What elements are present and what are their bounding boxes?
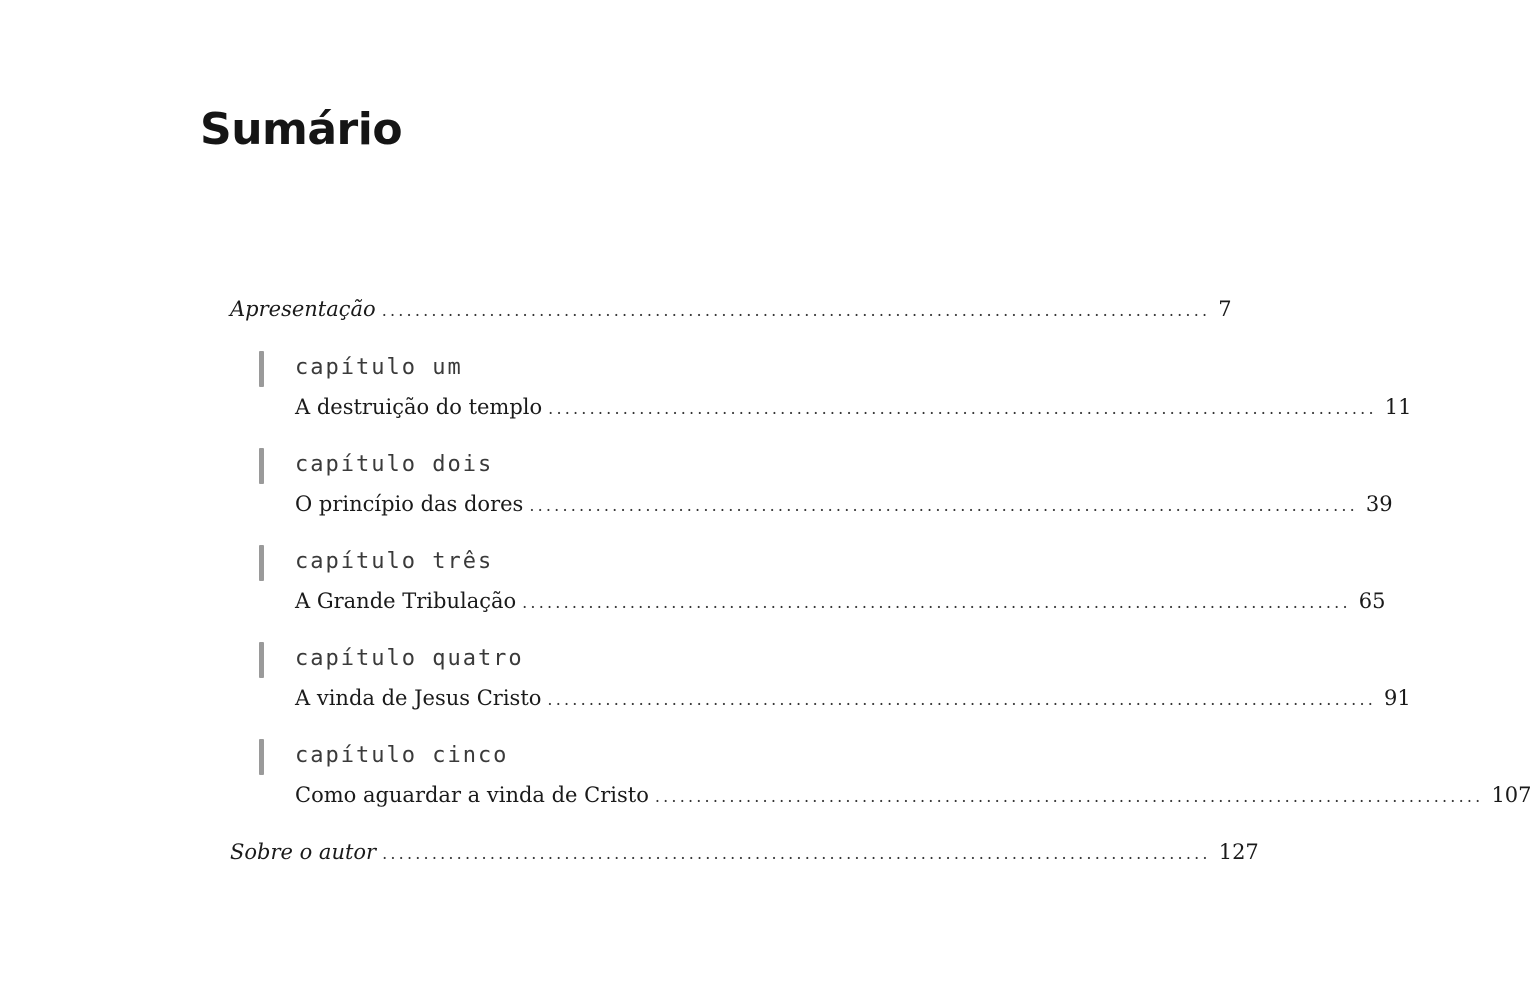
toc-entry-label: A vinda de Jesus Cristo: [295, 686, 542, 710]
chapter-marker-bar: [259, 739, 264, 775]
toc-entry-apresentacao[interactable]: [230, 297, 1232, 322]
chapter-marker-bar: [259, 642, 264, 678]
toc-entry-chapter-5[interactable]: [295, 783, 1532, 808]
toc-page-number: 127: [1218, 840, 1259, 864]
toc-entry-chapter-1[interactable]: [295, 395, 1412, 420]
toc-page-number: 107: [1491, 783, 1532, 807]
toc-page-number: 39: [1365, 492, 1393, 516]
toc-entry-label: A Grande Tribulação: [295, 589, 517, 613]
toc-entry-chapter-3[interactable]: [295, 589, 1386, 614]
toc-entry-chapter-4[interactable]: [295, 686, 1411, 711]
dot-leader: ....................................................................................................: [547, 690, 1377, 709]
chapter-heading-dois: capítulo dois: [295, 452, 494, 477]
toc-entry-label: O princípio das dores: [295, 492, 524, 516]
dot-leader: ....................................................................................................: [529, 496, 1358, 515]
chapter-heading-tres: capítulo três: [295, 549, 494, 574]
chapter-heading-quatro: capítulo quatro: [295, 646, 524, 671]
toc-entry-label: Sobre o autor: [230, 840, 377, 864]
toc-entry-label: Como aguardar a vinda de Cristo: [295, 783, 649, 807]
toc-entry-label: A destruição do templo: [295, 395, 543, 419]
dot-leader: ....................................................................................................: [548, 399, 1377, 418]
dot-leader: ....................................................................................................: [381, 301, 1211, 320]
toc-entry-label: Apresentação: [230, 297, 376, 321]
toc-entry-sobre-o-autor[interactable]: [230, 840, 1259, 865]
toc-page-number: 7: [1218, 297, 1232, 321]
page-title: Sumário: [200, 104, 403, 155]
chapter-marker-bar: [259, 545, 264, 581]
chapter-marker-bar: [259, 448, 264, 484]
chapter-heading-um: capítulo um: [295, 355, 463, 380]
dot-leader: ....................................................................................................: [654, 787, 1484, 806]
chapter-heading-cinco: capítulo cinco: [295, 743, 509, 768]
toc-entry-chapter-2[interactable]: [295, 492, 1393, 517]
dot-leader: ....................................................................................................: [522, 593, 1351, 612]
toc-page-number: 65: [1358, 589, 1386, 613]
dot-leader: ....................................................................................................: [382, 844, 1211, 863]
toc-page-number: 91: [1384, 686, 1411, 710]
toc-page-number: 11: [1384, 395, 1412, 419]
chapter-marker-bar: [259, 351, 264, 387]
table-of-contents: [230, 0, 1532, 1000]
